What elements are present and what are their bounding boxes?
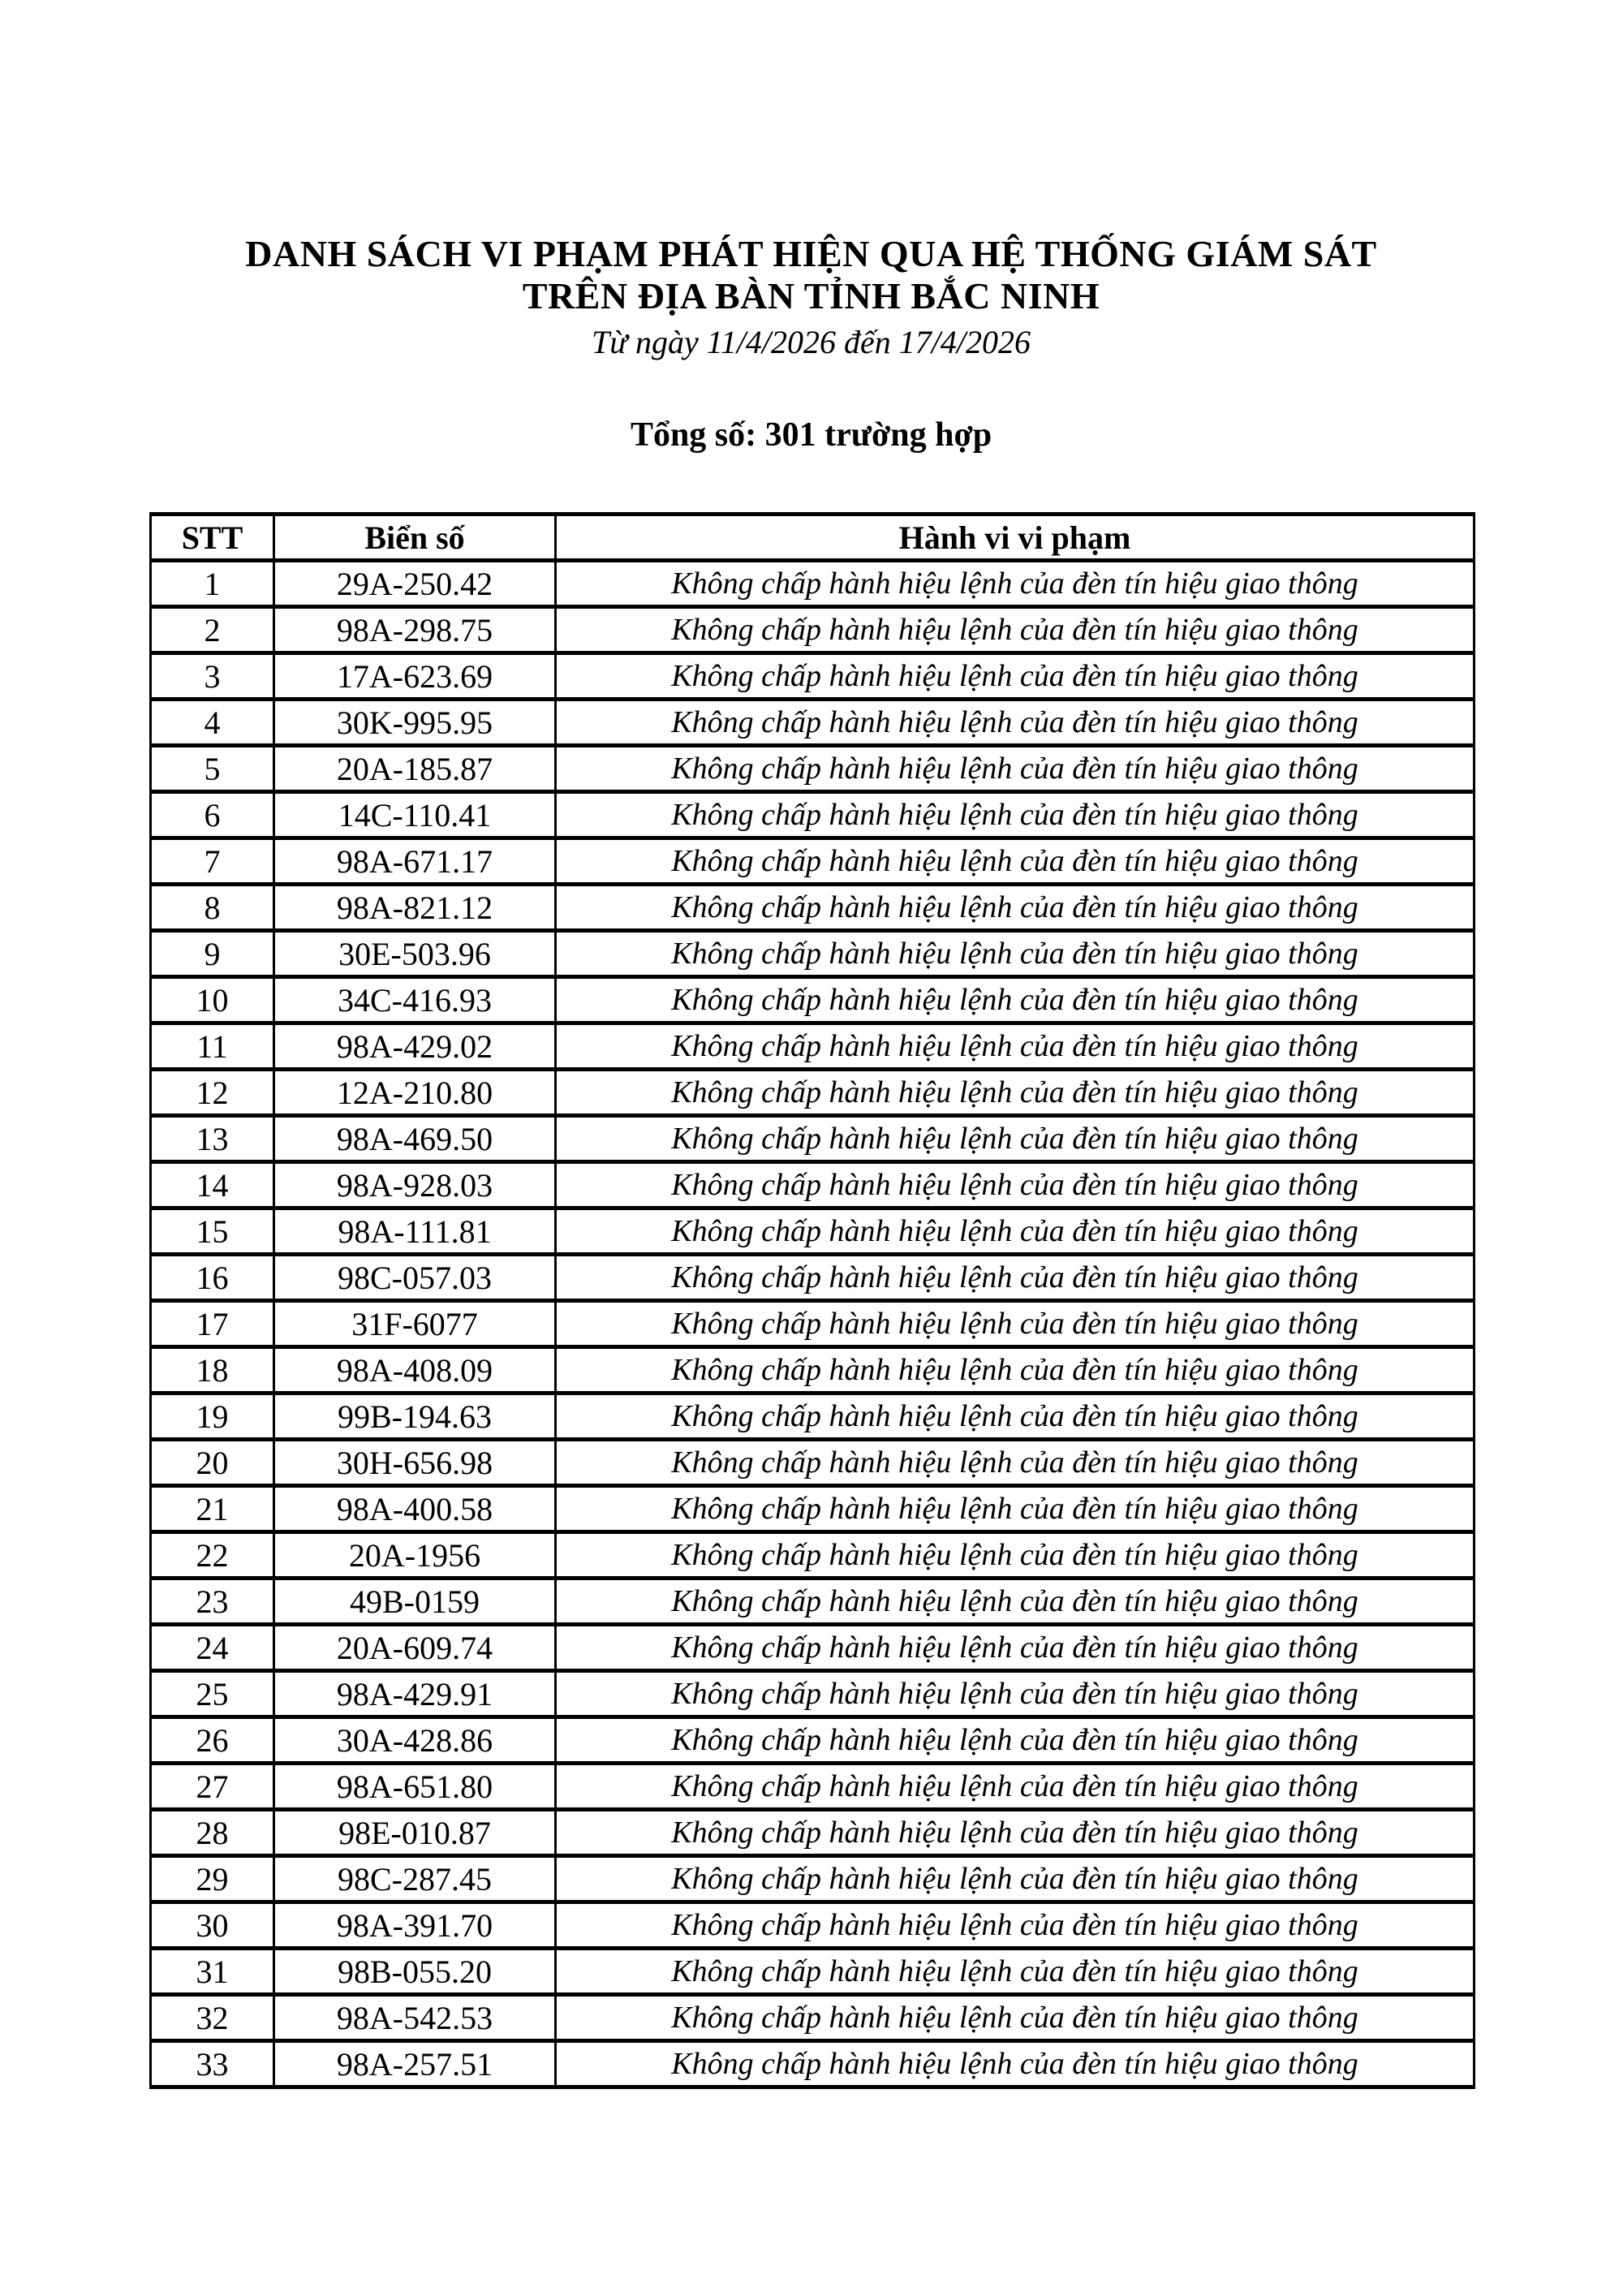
table-row (151, 838, 1474, 885)
violation-cell: Không chấp hành hiệu lệnh của đèn tín hiệu giao thông (556, 1856, 1474, 1902)
plate-cell: 12A-210.80 (274, 1070, 556, 1116)
stt-cell: 19 (151, 1394, 274, 1440)
plate-cell: 98A-298.75 (274, 607, 556, 653)
plate-cell: 30E-503.96 (274, 931, 556, 977)
stt-cell: 13 (151, 1116, 274, 1162)
violation-cell: Không chấp hành hiệu lệnh của đèn tín hiệu giao thông (556, 1070, 1474, 1116)
plate-cell: 98A-651.80 (274, 1764, 556, 1810)
table-row (151, 885, 1474, 931)
table-row (151, 1208, 1474, 1255)
stt-cell: 28 (151, 1810, 274, 1856)
stt-cell: 30 (151, 1902, 274, 1949)
stt-cell: 22 (151, 1532, 274, 1579)
stt-cell: 11 (151, 1023, 274, 1070)
document-header (149, 0, 1473, 455)
table-row (151, 1579, 1474, 1625)
stt-cell: 8 (151, 885, 274, 931)
violation-cell: Không chấp hành hiệu lệnh của đèn tín hiệu giao thông (556, 1949, 1474, 1995)
stt-cell: 33 (151, 2041, 274, 2087)
table-row (151, 1255, 1474, 1301)
stt-cell: 27 (151, 1764, 274, 1810)
table-row (151, 1995, 1474, 2041)
table-row (151, 792, 1474, 838)
stt-cell: 14 (151, 1162, 274, 1208)
plate-cell: 98A-408.09 (274, 1347, 556, 1394)
violation-cell: Không chấp hành hiệu lệnh của đèn tín hiệu giao thông (556, 1486, 1474, 1532)
stt-cell: 7 (151, 838, 274, 885)
plate-cell: 98B-055.20 (274, 1949, 556, 1995)
violation-cell: Không chấp hành hiệu lệnh của đèn tín hiệu giao thông (556, 1902, 1474, 1949)
plate-cell: 99B-194.63 (274, 1394, 556, 1440)
table-row (151, 2041, 1474, 2087)
violation-cell: Không chấp hành hiệu lệnh của đèn tín hiệu giao thông (556, 1208, 1474, 1255)
stt-cell: 32 (151, 1995, 274, 2041)
violation-cell: Không chấp hành hiệu lệnh của đèn tín hiệu giao thông (556, 1440, 1474, 1486)
plate-cell: 30H-656.98 (274, 1440, 556, 1486)
table-row (151, 1625, 1474, 1671)
table-row (151, 977, 1474, 1023)
total-count: Tổng số: 301 trường hợp (630, 416, 992, 454)
table-row (151, 1347, 1474, 1394)
stt-cell: 26 (151, 1717, 274, 1764)
violation-cell: Không chấp hành hiệu lệnh của đèn tín hiệu giao thông (556, 1717, 1474, 1764)
table-row (151, 607, 1474, 653)
stt-cell: 4 (151, 700, 274, 746)
stt-cell: 21 (151, 1486, 274, 1532)
plate-cell: 98C-287.45 (274, 1856, 556, 1902)
violation-cell: Không chấp hành hiệu lệnh của đèn tín hiệu giao thông (556, 561, 1474, 607)
column-header-violation: Hành vi vi phạm (556, 515, 1474, 561)
stt-cell: 23 (151, 1579, 274, 1625)
plate-cell: 29A-250.42 (274, 561, 556, 607)
plate-cell: 98C-057.03 (274, 1255, 556, 1301)
violation-cell: Không chấp hành hiệu lệnh của đèn tín hiệu giao thông (556, 2041, 1474, 2087)
plate-cell: 14C-110.41 (274, 792, 556, 838)
stt-cell: 2 (151, 607, 274, 653)
plate-cell: 31F-6077 (274, 1301, 556, 1347)
violation-cell: Không chấp hành hiệu lệnh của đèn tín hiệu giao thông (556, 1347, 1474, 1394)
table-row (151, 1486, 1474, 1532)
column-header-stt: STT (151, 515, 274, 561)
violation-cell: Không chấp hành hiệu lệnh của đèn tín hiệu giao thông (556, 1671, 1474, 1717)
document-title-line2: TRÊN ĐỊA BÀN TỈNH BẮC NINH (522, 275, 1100, 317)
violation-cell: Không chấp hành hiệu lệnh của đèn tín hiệu giao thông (556, 838, 1474, 885)
plate-cell: 98A-469.50 (274, 1116, 556, 1162)
plate-cell: 98A-429.91 (274, 1671, 556, 1717)
table-row (151, 1116, 1474, 1162)
table-row (151, 653, 1474, 700)
column-header-plate: Biển số (274, 515, 556, 561)
table-row (151, 746, 1474, 792)
table-row (151, 561, 1474, 607)
plate-cell: 20A-609.74 (274, 1625, 556, 1671)
table-row (151, 1717, 1474, 1764)
plate-cell: 98A-257.51 (274, 2041, 556, 2087)
plate-cell: 98A-671.17 (274, 838, 556, 885)
violation-cell: Không chấp hành hiệu lệnh của đèn tín hiệu giao thông (556, 1255, 1474, 1301)
table-row (151, 1070, 1474, 1116)
violation-cell: Không chấp hành hiệu lệnh của đèn tín hiệu giao thông (556, 1810, 1474, 1856)
violation-cell: Không chấp hành hiệu lệnh của đèn tín hiệu giao thông (556, 653, 1474, 700)
violation-cell: Không chấp hành hiệu lệnh của đèn tín hiệu giao thông (556, 977, 1474, 1023)
table-row (151, 1856, 1474, 1902)
violation-cell: Không chấp hành hiệu lệnh của đèn tín hiệu giao thông (556, 931, 1474, 977)
violation-cell: Không chấp hành hiệu lệnh của đèn tín hiệu giao thông (556, 1394, 1474, 1440)
date-range: Từ ngày 11/4/2026 đến 17/4/2026 (591, 324, 1031, 360)
plate-cell: 20A-185.87 (274, 746, 556, 792)
table-row (151, 1301, 1474, 1347)
table-row (151, 1023, 1474, 1070)
violation-cell: Không chấp hành hiệu lệnh của đèn tín hiệu giao thông (556, 1116, 1474, 1162)
table-row (151, 1394, 1474, 1440)
plate-cell: 98A-429.02 (274, 1023, 556, 1070)
plate-cell: 98A-111.81 (274, 1208, 556, 1255)
plate-cell: 20A-1956 (274, 1532, 556, 1579)
stt-cell: 10 (151, 977, 274, 1023)
stt-cell: 24 (151, 1625, 274, 1671)
table-row (151, 1671, 1474, 1717)
plate-cell: 98E-010.87 (274, 1810, 556, 1856)
stt-cell: 15 (151, 1208, 274, 1255)
violation-cell: Không chấp hành hiệu lệnh của đèn tín hiệu giao thông (556, 700, 1474, 746)
stt-cell: 1 (151, 561, 274, 607)
violations-table (149, 512, 1475, 2089)
violation-cell: Không chấp hành hiệu lệnh của đèn tín hiệu giao thông (556, 1162, 1474, 1208)
table-row (151, 1902, 1474, 1949)
violation-cell: Không chấp hành hiệu lệnh của đèn tín hiệu giao thông (556, 792, 1474, 838)
violation-cell: Không chấp hành hiệu lệnh của đèn tín hiệu giao thông (556, 1532, 1474, 1579)
plate-cell: 30K-995.95 (274, 700, 556, 746)
plate-cell: 17A-623.69 (274, 653, 556, 700)
plate-cell: 30A-428.86 (274, 1717, 556, 1764)
table-header-row (151, 515, 1474, 561)
stt-cell: 6 (151, 792, 274, 838)
plate-cell: 98A-542.53 (274, 1995, 556, 2041)
stt-cell: 16 (151, 1255, 274, 1301)
table-row (151, 1440, 1474, 1486)
violation-cell: Không chấp hành hiệu lệnh của đèn tín hiệu giao thông (556, 1301, 1474, 1347)
stt-cell: 20 (151, 1440, 274, 1486)
violation-cell: Không chấp hành hiệu lệnh của đèn tín hiệu giao thông (556, 1625, 1474, 1671)
stt-cell: 5 (151, 746, 274, 792)
plate-cell: 49B-0159 (274, 1579, 556, 1625)
stt-cell: 12 (151, 1070, 274, 1116)
plate-cell: 34C-416.93 (274, 977, 556, 1023)
violation-cell: Không chấp hành hiệu lệnh của đèn tín hiệu giao thông (556, 1023, 1474, 1070)
plate-cell: 98A-391.70 (274, 1902, 556, 1949)
violation-cell: Không chấp hành hiệu lệnh của đèn tín hiệu giao thông (556, 1764, 1474, 1810)
table-row (151, 931, 1474, 977)
table-body (151, 561, 1474, 2087)
stt-cell: 31 (151, 1949, 274, 1995)
stt-cell: 25 (151, 1671, 274, 1717)
violation-cell: Không chấp hành hiệu lệnh của đèn tín hiệu giao thông (556, 885, 1474, 931)
violation-cell: Không chấp hành hiệu lệnh của đèn tín hiệu giao thông (556, 746, 1474, 792)
violation-cell: Không chấp hành hiệu lệnh của đèn tín hiệu giao thông (556, 1995, 1474, 2041)
stt-cell: 17 (151, 1301, 274, 1347)
stt-cell: 29 (151, 1856, 274, 1902)
table-row (151, 1162, 1474, 1208)
table-row (151, 700, 1474, 746)
stt-cell: 9 (151, 931, 274, 977)
stt-cell: 18 (151, 1347, 274, 1394)
document-title-line1: DANH SÁCH VI PHẠM PHÁT HIỆN QUA HỆ THỐNG GIÁM SÁT (245, 233, 1377, 274)
table-row (151, 1764, 1474, 1810)
plate-cell: 98A-400.58 (274, 1486, 556, 1532)
violation-cell: Không chấp hành hiệu lệnh của đèn tín hiệu giao thông (556, 607, 1474, 653)
plate-cell: 98A-821.12 (274, 885, 556, 931)
violation-cell: Không chấp hành hiệu lệnh của đèn tín hiệu giao thông (556, 1579, 1474, 1625)
plate-cell: 98A-928.03 (274, 1162, 556, 1208)
table-row (151, 1810, 1474, 1856)
table-row (151, 1949, 1474, 1995)
table-row (151, 1532, 1474, 1579)
stt-cell: 3 (151, 653, 274, 700)
